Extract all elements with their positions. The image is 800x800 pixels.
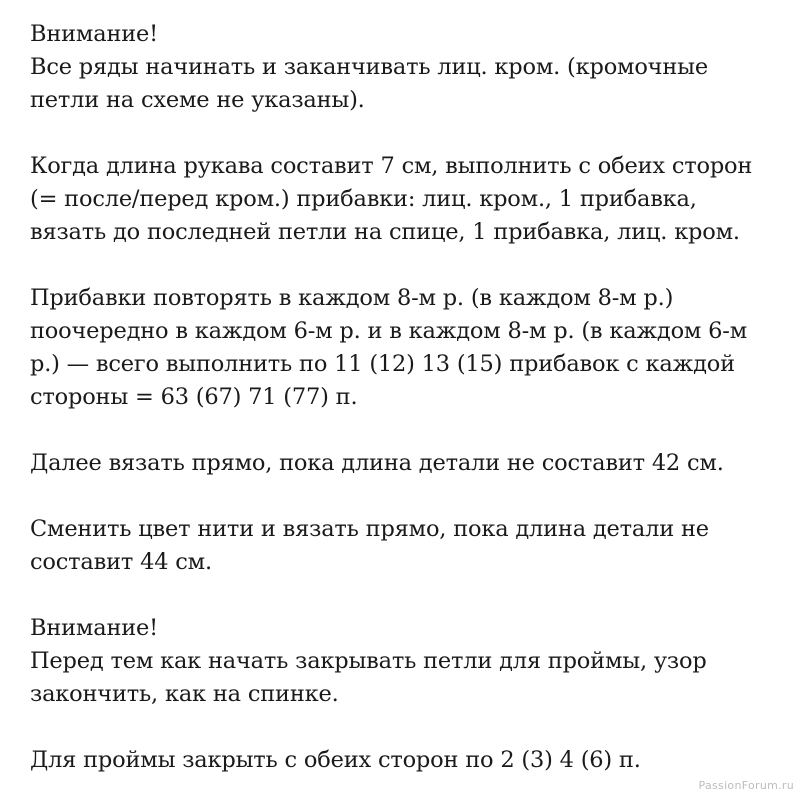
paragraph-gap: [30, 480, 790, 513]
text-line: петли на схеме не указаны).: [30, 87, 365, 113]
text-line: стороны = 63 (67) 71 (77) п.: [30, 384, 358, 410]
paragraph-gap: [30, 414, 790, 447]
text-line: Все ряды начинать и заканчивать лиц. кром. (кромочные: [30, 54, 708, 80]
paragraph-gap: [30, 249, 790, 282]
paragraph-repeat-increases: [30, 282, 790, 414]
paragraph-gap: [30, 711, 790, 744]
text-line: Внимание!: [30, 21, 158, 47]
text-line: Когда длина рукава составит 7 см, выполнить с обеих сторон: [30, 153, 753, 179]
paragraph-knit-straight: [30, 447, 790, 480]
paragraph-change-color: [30, 513, 790, 579]
paragraph-sleeve-increases: [30, 150, 790, 249]
text-line: (= после/перед кром.) прибавки: лиц. кром., 1 прибавка,: [30, 186, 697, 212]
text-line: р.) — всего выполнить по 11 (12) 13 (15) прибавок с каждой: [30, 351, 735, 377]
text-line: Внимание!: [30, 615, 158, 641]
document-body: [30, 18, 790, 777]
text-line: составит 44 см.: [30, 549, 212, 575]
text-line: Перед тем как начать закрывать петли для проймы, узор: [30, 648, 707, 674]
text-line: Для проймы закрыть с обеих сторон по 2 (3) 4 (6) п.: [30, 747, 641, 773]
text-line: вязать до последней петли на спице, 1 прибавка, лиц. кром.: [30, 219, 740, 245]
paragraph-gap: [30, 117, 790, 150]
text-line: Далее вязать прямо, пока длина детали не составит 42 см.: [30, 450, 724, 476]
watermark: PassionForum.ru: [698, 779, 794, 792]
paragraph-attention-2: [30, 612, 790, 711]
paragraph-gap: [30, 579, 790, 612]
text-line: закончить, как на спинке.: [30, 681, 339, 707]
text-line: Сменить цвет нити и вязать прямо, пока длина детали не: [30, 516, 709, 542]
paragraph-attention-1: [30, 18, 790, 117]
text-line: Прибавки повторять в каждом 8-м р. (в каждом 8-м р.): [30, 285, 674, 311]
text-line: поочередно в каждом 6-м р. и в каждом 8-м р. (в каждом 6-м: [30, 318, 747, 344]
paragraph-armhole: [30, 744, 790, 777]
